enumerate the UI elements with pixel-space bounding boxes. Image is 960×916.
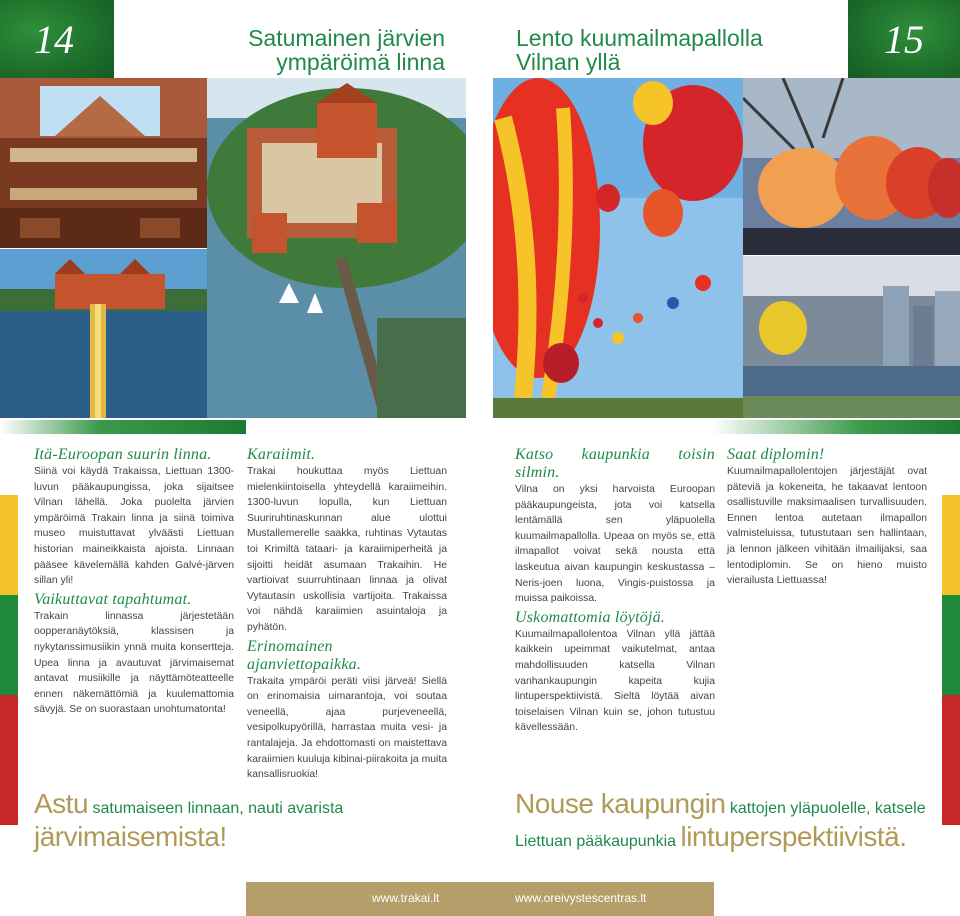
- footer-link-oreivystes[interactable]: www.oreivystescentras.lt: [515, 891, 647, 905]
- col2-subheading: Erinomainen ajanviettopaikka.: [247, 637, 362, 673]
- col3-body: Kuumailmapallolentoa Vilnan yllä jättää kaikkein upeimmat vaikutelmat, antaa mahdollisuuden katsella Vilnan vanhankaupungin kapeita kujia lintuperspektiivistä. Sieltä löytää aivan toiselaisen Vilnan kuin se, johon tutustuu kävellessään.: [515, 628, 715, 734]
- right-page-heading: [516, 26, 836, 74]
- center-green-band: [246, 420, 712, 434]
- castle-lake-photo: [0, 249, 207, 418]
- right-slogan-big1: Nouse kaupungin: [515, 788, 726, 819]
- left-flag-stripe: [0, 495, 18, 825]
- page-number-right-text: 15: [884, 16, 924, 62]
- col1-heading: Itä-Euroopan suurin linna.: [34, 446, 212, 463]
- right-green-band: [712, 420, 960, 434]
- col2-heading: Karaiimit.: [247, 446, 316, 463]
- right-slogan-small1: kattojen yläpuolelle, katsele: [729, 800, 926, 817]
- col1-subheading: Vaikuttavat tapahtumat.: [34, 590, 192, 608]
- left-heading-line2: ympäröimä linna: [276, 49, 445, 75]
- left-green-band: [0, 420, 246, 434]
- col1-body: Trakain linnassa järjestetään oopperanäytöksiä, klassisen ja nykytanssimusiikin ynnä muita konsertteja. Upea linna ja avautuvat järvimaisemat antavat musiikille ja näyttämöteatteelle ennen näkemättömiä ja kuulemattomia sävyjä. Se on suorastaan unohtumatonta!: [34, 610, 234, 716]
- page-number-right: [848, 0, 960, 78]
- page-number-left: [0, 0, 114, 78]
- footer-link-trakai[interactable]: www.trakai.lt: [372, 891, 440, 905]
- right-slogan-big2: lintuperspektiivistä.: [680, 821, 907, 852]
- left-slogan: [34, 790, 434, 851]
- text-column-3: [515, 446, 715, 738]
- text-column-1: [34, 446, 234, 720]
- left-slogan-big1: Astu: [34, 788, 89, 819]
- col1-intro: Siinä voi käydä Trakaissa, Liettuan 1300-luvun pääkaupungissa, joka sijaitsee Vilnan lähellä. Joka puolelta järvien ympäröimä Trakain linna ja siinä toimiva museo muistuttavat ylväästi Liettuan historian maineikkaista ajoista. Linnaan pääsee kävelemällä kahden Galvė-järven sillan yli!: [34, 466, 234, 587]
- right-flag-stripe: [942, 495, 960, 825]
- col3-heading: Katso kaupunkia toisin silmin.: [515, 446, 715, 481]
- right-slogan: [515, 790, 945, 856]
- left-slogan-small1: satumaiseen linnaan, nauti avarista: [92, 800, 344, 817]
- right-heading-line1: Lento kuumailmapallolla: [516, 25, 763, 51]
- col3-subheading: Uskomattomia löytöjä.: [515, 608, 665, 626]
- castle-aerial-photo: [207, 78, 466, 418]
- left-heading-line1: Satumainen järvien: [248, 25, 445, 51]
- col4-heading: Saat diplomin!: [727, 446, 825, 463]
- castle-courtyard-photo: [0, 78, 207, 248]
- text-column-2: [247, 446, 447, 785]
- page-number-left-text: 14: [34, 16, 74, 62]
- col3-intro: Vilna on yksi harvoista Euroopan pääkaupungeista, jota voi katsella lentämällä sen yläpuolella kuumailmapallolla. Upeaa on myös se, että ilmapallot voivat sekä nousta että laskeutua aivan kaupungin keskustassa – Neris-joen luona, Vingis-puistossa ja muissa paikoissa.: [515, 484, 715, 605]
- col2-intro: Trakai houkuttaa myös Liettuan mielenkiintoisella yhteydellä karaiimeihin. 1300-luvun lopulla, kun Liettuan Suuriruhtinaskunnan alue ulottui Mustallemerelle saakka, ruhtinas Vytautas toi Krimiltä tataari- ja karaiimiperheitä ja sijoitti heidät asumaan Trakaihin. He vartioivat suurruhtinaan linnaa ja olivat Vytautasin uskollisia vartijoita. Trakaissa voi nähdä karaiimien asuintaloja ja pyhätön.: [247, 466, 447, 633]
- left-page-heading: [160, 26, 445, 74]
- right-slogan-small2: Liettuan pääkaupunkia: [515, 833, 677, 850]
- col2-body: Trakaita ympäröi peräti viisi järveä! Siellä on erinomaisia uimarantoja, voi soutaa veneellä, ajaa purjeveneellä, vesipolkupyörillä, harrastaa muita vesi- ja rantalajeja. Ja ehdottomasti on maistettava karaiimien kuuluja kibinai-piirakoita ja muita kansallisruokia!: [247, 675, 447, 781]
- text-column-4: [727, 446, 927, 591]
- col4-body: Kuumailmapallolentojen järjestäjät ovat päteviä ja kokeneita, he takaavat lentoon osallistuville maksimaalisen turvallisuuden. Ennen lentoa autetaan ilmapallon valmisteluissa, tutustutaan sen hallintaan, ja lennon jälkeen vihitään ilmailijaksi, saa lentodiplomin. Se on hieno muisto vierailusta Liettuassa!: [727, 466, 927, 587]
- city-balloon-photo: [743, 256, 960, 418]
- balloons-dusk-photo: [743, 78, 960, 255]
- left-slogan-big2: järvimaisemista!: [34, 821, 227, 852]
- right-heading-line2: Vilnan yllä: [516, 49, 621, 75]
- balloons-sky-photo: [493, 78, 743, 418]
